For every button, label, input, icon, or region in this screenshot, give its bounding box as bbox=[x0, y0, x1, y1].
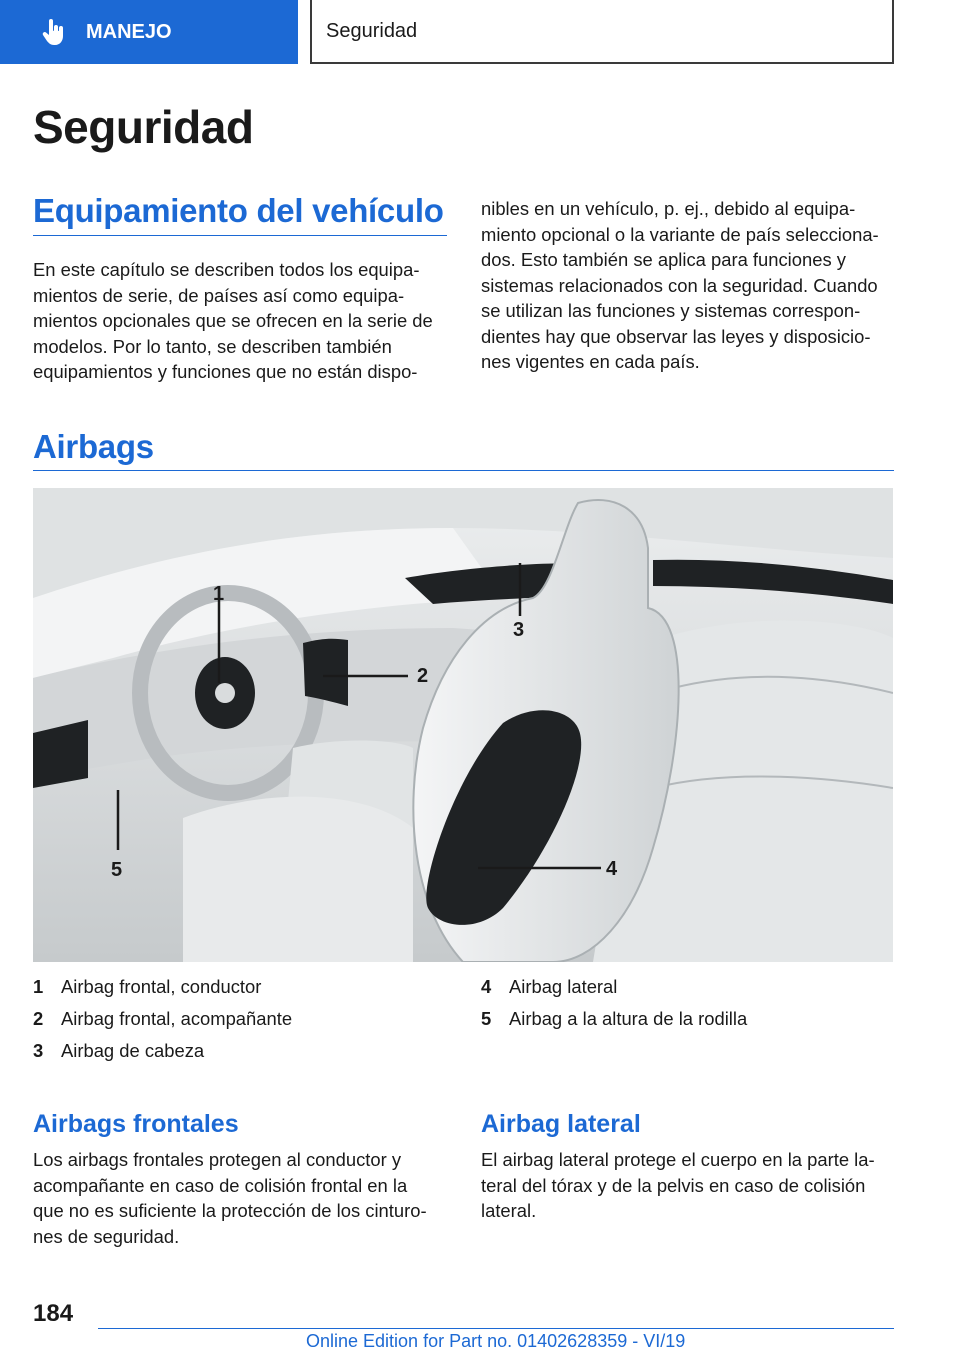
legend-item bbox=[481, 971, 747, 1003]
legend-item bbox=[481, 1003, 747, 1035]
footer-rule bbox=[98, 1328, 894, 1329]
legend-number: 3 bbox=[33, 1040, 44, 1061]
text-line: que no es suficiente la protección de los cinturo- bbox=[33, 1200, 427, 1221]
legend-text: Airbag frontal, acompañante bbox=[61, 1008, 293, 1029]
text-line: teral del tórax y de la pelvis en caso de colisión bbox=[481, 1174, 866, 1196]
chapter-tab-label: MANEJO bbox=[86, 20, 172, 43]
legend-number: 5 bbox=[481, 1008, 492, 1029]
text-line: nes vigentes en cada país. bbox=[481, 351, 700, 372]
subsection-heading-frontal: Airbags frontales bbox=[33, 1110, 239, 1138]
section-rule bbox=[33, 470, 894, 471]
text-line: nibles en un vehículo, p. ej., debido al equipa- bbox=[481, 198, 856, 219]
page-title: Seguridad bbox=[33, 101, 254, 153]
section-heading-equipamiento: Equipamiento del vehículo bbox=[33, 192, 444, 229]
legend-number: 2 bbox=[33, 1008, 44, 1029]
section-heading-airbags: Airbags bbox=[33, 428, 154, 465]
page-number: 184 bbox=[33, 1300, 74, 1327]
callout-label-5: 5 bbox=[111, 859, 123, 881]
legend-number: 1 bbox=[33, 976, 44, 997]
subsection-heading-lateral: Airbag lateral bbox=[481, 1110, 641, 1138]
section-rule bbox=[33, 235, 447, 236]
legend-text: Airbag frontal, conductor bbox=[61, 976, 262, 997]
legend-text: Airbag a la altura de la rodilla bbox=[509, 1008, 748, 1029]
intro-paragraph-right bbox=[481, 196, 901, 375]
text-line: nes de seguridad. bbox=[33, 1225, 180, 1247]
chapter-tab[interactable] bbox=[0, 0, 298, 64]
frontal-paragraph bbox=[33, 1147, 453, 1249]
legend-item bbox=[33, 1035, 292, 1067]
callout-label-1: 1 bbox=[213, 583, 225, 605]
callout-label-3: 3 bbox=[513, 619, 525, 641]
text-line: miento opcional o la variante de país selecciona- bbox=[481, 223, 879, 245]
callout-label-2: 2 bbox=[417, 665, 429, 687]
text-line: Los airbags frontales protegen al conductor y bbox=[33, 1149, 402, 1170]
legend-text: Airbag de cabeza bbox=[61, 1040, 205, 1061]
text-line: equipamientos y funciones que no están dispo- bbox=[33, 361, 418, 382]
text-line: se utilizan las funciones y sistemas correspon- bbox=[481, 300, 861, 321]
section-tab bbox=[310, 0, 894, 64]
text-line: dos. Esto también se aplica para funciones y bbox=[481, 249, 846, 270]
legend-number: 4 bbox=[481, 976, 492, 997]
text-line: mientos de serie, de países así como equipa- bbox=[33, 284, 405, 306]
text-line: dientes hay que observar las leyes y disposicio- bbox=[481, 325, 871, 347]
section-tab-label: Seguridad bbox=[326, 19, 418, 42]
text-line: modelos. Por lo tanto, se describen también bbox=[33, 335, 392, 357]
text-line: El airbag lateral protege el cuerpo en la parte la- bbox=[481, 1149, 875, 1170]
intro-paragraph-left bbox=[33, 257, 453, 385]
legend-right bbox=[481, 971, 747, 1035]
hand-pointer-icon bbox=[40, 18, 66, 46]
legend-item bbox=[33, 971, 292, 1003]
callout-label-4: 4 bbox=[606, 858, 618, 880]
text-line: En este capítulo se describen todos los equipa- bbox=[33, 259, 420, 280]
legend-item bbox=[33, 1003, 292, 1035]
lateral-paragraph bbox=[481, 1147, 901, 1224]
text-line: lateral. bbox=[481, 1200, 537, 1221]
text-line: sistemas relacionados con la seguridad. Cuando bbox=[481, 274, 878, 296]
legend-left bbox=[33, 971, 292, 1067]
text-line: mientos opcionales que se ofrecen en la serie de bbox=[33, 310, 433, 331]
edition-footer[interactable]: Online Edition for Part no. 01402628359 - VI/19 bbox=[306, 1331, 686, 1351]
airbag-figure bbox=[33, 488, 893, 962]
text-line: acompañante en caso de colisión frontal en la bbox=[33, 1174, 408, 1196]
car-interior-illustration bbox=[33, 488, 893, 962]
legend-text: Airbag lateral bbox=[509, 976, 618, 997]
